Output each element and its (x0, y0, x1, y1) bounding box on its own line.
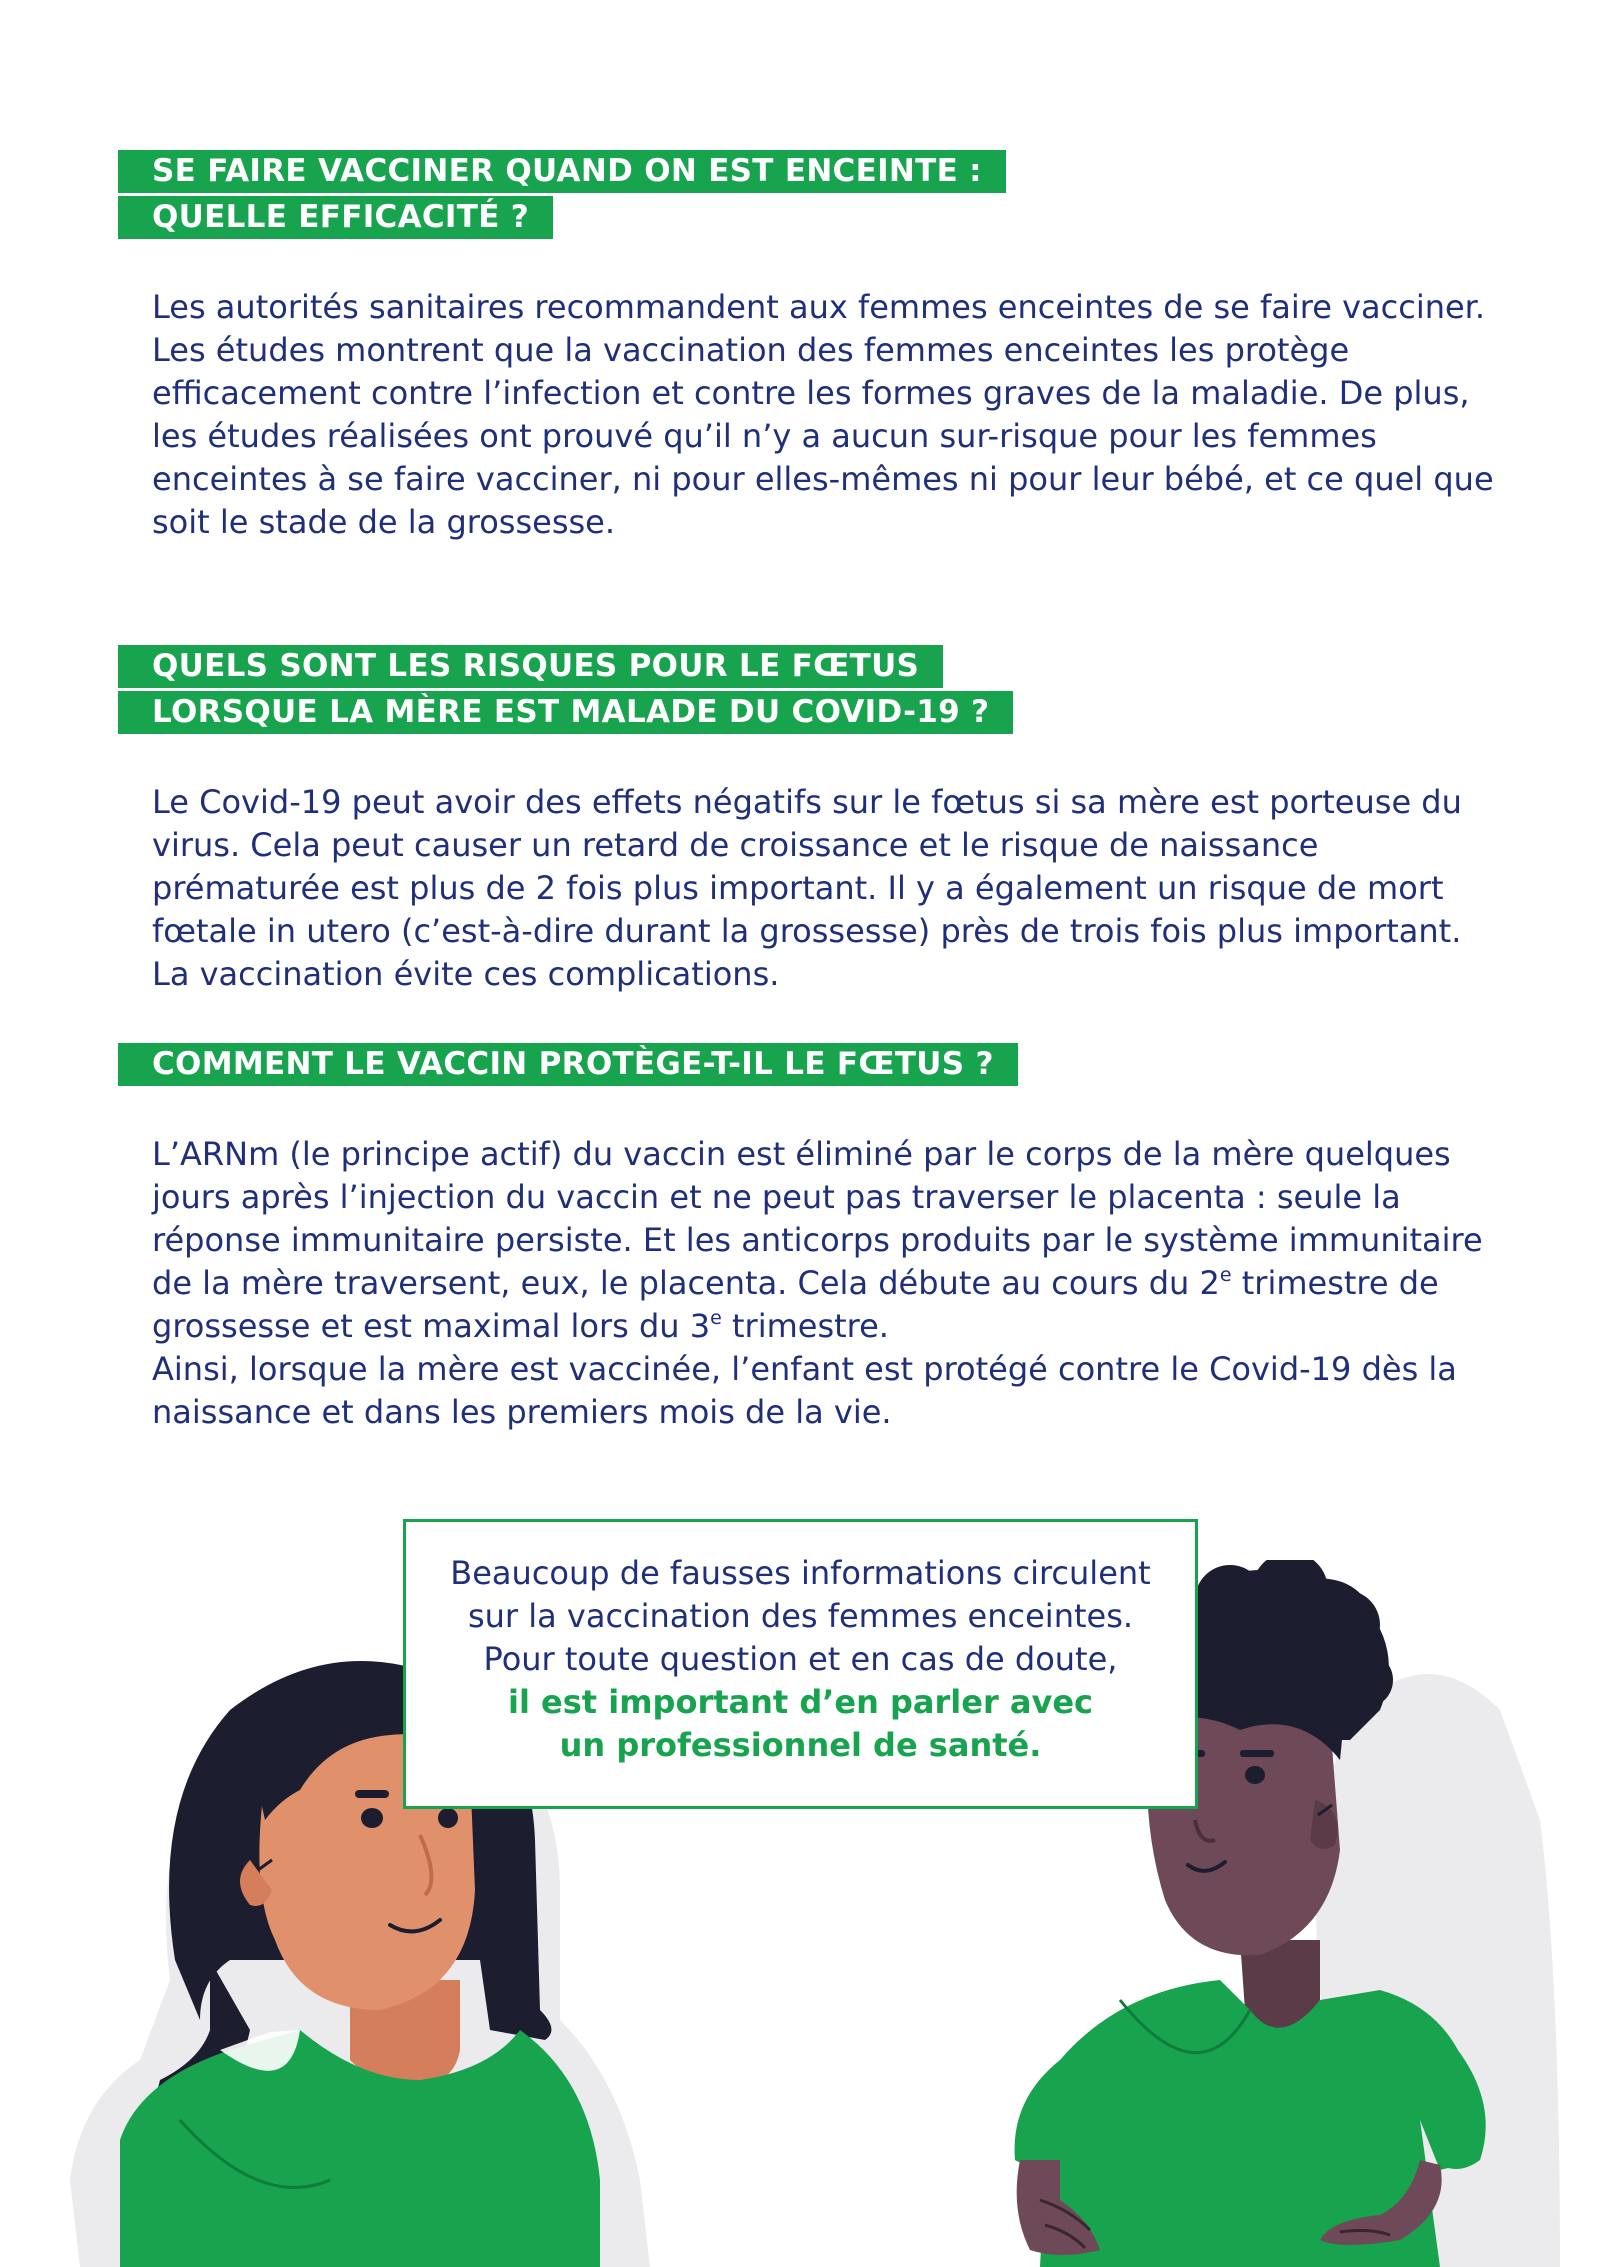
text-run: trimestre. (721, 1307, 889, 1345)
callout-highlight: il est important d’en parler avec (507, 1683, 1094, 1721)
paragraph: Les autorités sanitaires recommandent aux femmes enceintes de se faire vacciner. (152, 288, 1486, 326)
section-body (152, 1133, 1502, 1434)
heading-line: COMMENT LE VACCIN PROTÈGE-T-IL LE FŒTUS ? (118, 1043, 1018, 1086)
paragraph (152, 1133, 1502, 1348)
text-run: L’ARNm (le principe actif) du vaccin est éliminé par le corps de la mère quelques jours après l’injection du vaccin et ne peut pas traverser le placenta : seule la réponse immunitaire persiste. Et les anticorps produits par le système immunitaire de la mère traversent, eux, le placenta. Cela débute au cours du 2 (152, 1135, 1483, 1302)
section-fetus-risks (118, 645, 1518, 996)
paragraph: Ainsi, lorsque la mère est vaccinée, l’enfant est protégé contre le Covid-19 dès la naissance et dans les premiers mois de la vie. (152, 1350, 1457, 1431)
superscript: e (1219, 1264, 1232, 1286)
eye-left (361, 1808, 383, 1828)
heading-line: LORSQUE LA MÈRE EST MALADE DU COVID-19 ? (118, 691, 1013, 734)
callout-line: sur la vaccination des femmes enceintes. (467, 1597, 1134, 1635)
section-body (152, 781, 1502, 996)
section-heading (118, 645, 1518, 734)
callout-box (403, 1519, 1198, 1809)
section-heading (118, 150, 1518, 239)
heading-line: QUELLE EFFICACITÉ ? (118, 196, 553, 239)
callout-line: Pour toute question et en cas de doute, (483, 1640, 1118, 1678)
paragraph: Le Covid-19 peut avoir des effets négatifs sur le fœtus si sa mère est porteuse du virus. Cela peut causer un retard de croissance et le risque de naissance prématurée est plus de 2 fois plus important. Il y a également un risque de mort fœtale in utero (c’est-à-dire durant la grossesse) près de trois fois plus important. La vaccination évite ces complications. (152, 783, 1462, 993)
callout-highlight: un professionnel de santé. (559, 1726, 1042, 1764)
callout-line: Beaucoup de fausses informations circulent (450, 1554, 1151, 1592)
heading-line: QUELS SONT LES RISQUES POUR LE FŒTUS (118, 645, 943, 688)
heading-line: SE FAIRE VACCINER QUAND ON EST ENCEINTE : (118, 150, 1006, 193)
section-body (152, 286, 1502, 544)
superscript: e (710, 1307, 722, 1329)
section-heading (118, 1043, 1518, 1086)
section-vaccine-protection (118, 1043, 1518, 1434)
text-run: trimestre de grossesse et est maximal lors du 3 (152, 1264, 1439, 1345)
paragraph: Les études montrent que la vaccination des femmes enceintes les protège efficacement contre l’infection et contre les formes graves de la maladie. De plus, les études réalisées ont prouvé qu’il n’y a aucun sur-risque pour les femmes enceintes à se faire vacciner, ni pour elles-mêmes ni pour leur bébé, et ce quel que soit le stade de la grossesse. (152, 331, 1494, 541)
eye-right (1245, 1766, 1265, 1784)
eye-right (438, 1808, 458, 1828)
section-efficacy (118, 150, 1518, 544)
